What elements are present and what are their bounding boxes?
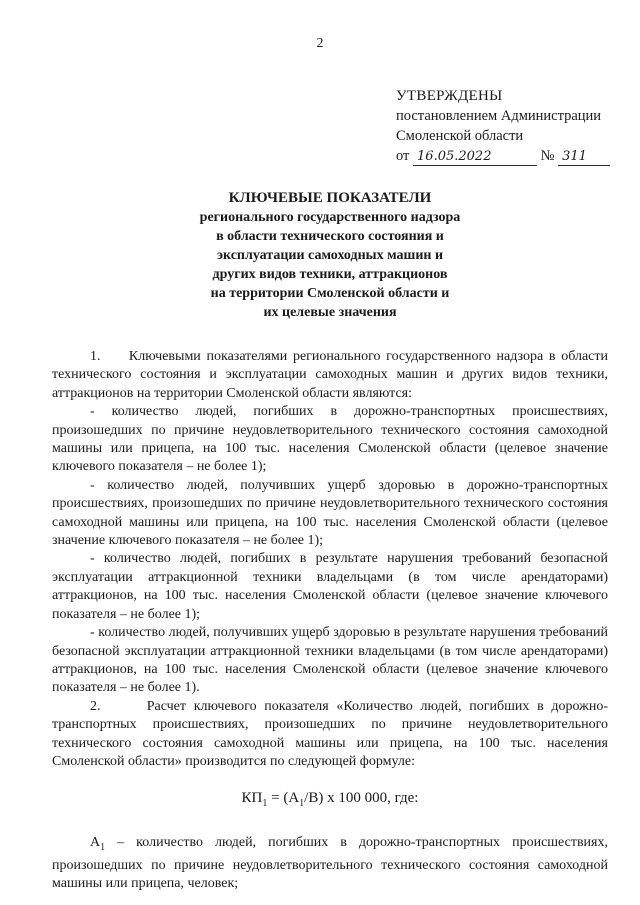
formula-a-sub: 1 [299,798,305,810]
title-main: КЛЮЧЕВЫЕ ПОКАЗАТЕЛИ [228,190,432,206]
approval-line-2: Смоленской области [396,128,524,144]
title-line: их целевые значения [263,305,397,320]
document-title [150,189,510,322]
definition-a1 [52,834,608,894]
definition-text: – количество людей, погибших в дорожно-транспортных происшествиях, произошедших по причине неудовлетворительного технического состояния самоходной машины или прицепа, человек; [52,834,608,892]
list-item-1: - количество людей, погибших в дорожно-транспортных происшествиях, произошедших по причине неудовлетворительного технического состояния самоходной машины или прицепа, на 100 тыс. населения Смоленской области (целевое значение ключевого показателя – не более 1); [52,404,608,475]
formula-tail: /B) x 100 000, где: [304,790,419,807]
document-body [52,348,608,894]
approval-date-number-line [396,146,636,166]
page-number: 2 [316,36,324,51]
number-prefix: № [540,148,555,164]
list-item-4: - количество людей, получивших ущерб здоровью в результате нарушения требований безопасной эксплуатации аттракционной техники владельцами (в том числе арендаторами) аттракционов, на 100 тыс. населения Смоленской области (целевое значение ключевого показателя – не более 1). [52,625,608,696]
paragraph-2: 2. Расчет ключевого показателя «Количество людей, погибших в дорожно-транспортных происшествиях, произошедших по причине неудовлетворительного технического состояния самоходной машины или прицепа, на 100 тыс. населения Смоленской области» производится по следующей формуле: [52,698,608,769]
title-line: в области технического состояния и [216,229,444,244]
formula-kp-sub: 1 [262,798,268,810]
formula-kp: КП [241,790,263,807]
title-line: регионального государственного надзора [199,210,461,225]
formula [52,789,608,813]
handwritten-date: 16.05.2022 [413,149,537,166]
definition-var: A [90,834,101,850]
date-prefix: от [396,148,410,164]
list-item-2: - количество людей, получивших ущерб здоровью в дорожно-транспортных происшествиях, произошедших по причине неудовлетворительного технического состояния самоходной машины или прицепа, на 100 тыс. населения Смоленской области (целевое значение ключевого показателя – не более 1); [52,477,608,549]
list-item-3: - количество людей, погибших в результате нарушения требований безопасной эксплуатации аттракционной техники владельцами (в том числе арендаторами) аттракционов, на 100 тыс. населения Смоленской области (целевое значение ключевого показателя – не более 1); [52,551,608,622]
formula-eq: = (A [267,790,300,807]
title-line: на территории Смоленской области и [210,286,450,301]
approval-line-1: постановлением Администрации [396,108,602,124]
paragraph-1: 1. Ключевыми показателями регионального государственного надзора в области технического состояния и эксплуатации самоходных машин и других видов техники, аттракционов на территории Смоленской области являются: [52,349,608,401]
approval-heading: УТВЕРЖДЕНЫ [396,88,503,104]
handwritten-number: 311 [558,149,610,166]
definition-var-sub: 1 [100,841,106,853]
title-line: других видов техники, аттракционов [212,267,448,282]
approval-block [396,86,636,166]
title-line: эксплуатации самоходных машин и [216,248,444,263]
